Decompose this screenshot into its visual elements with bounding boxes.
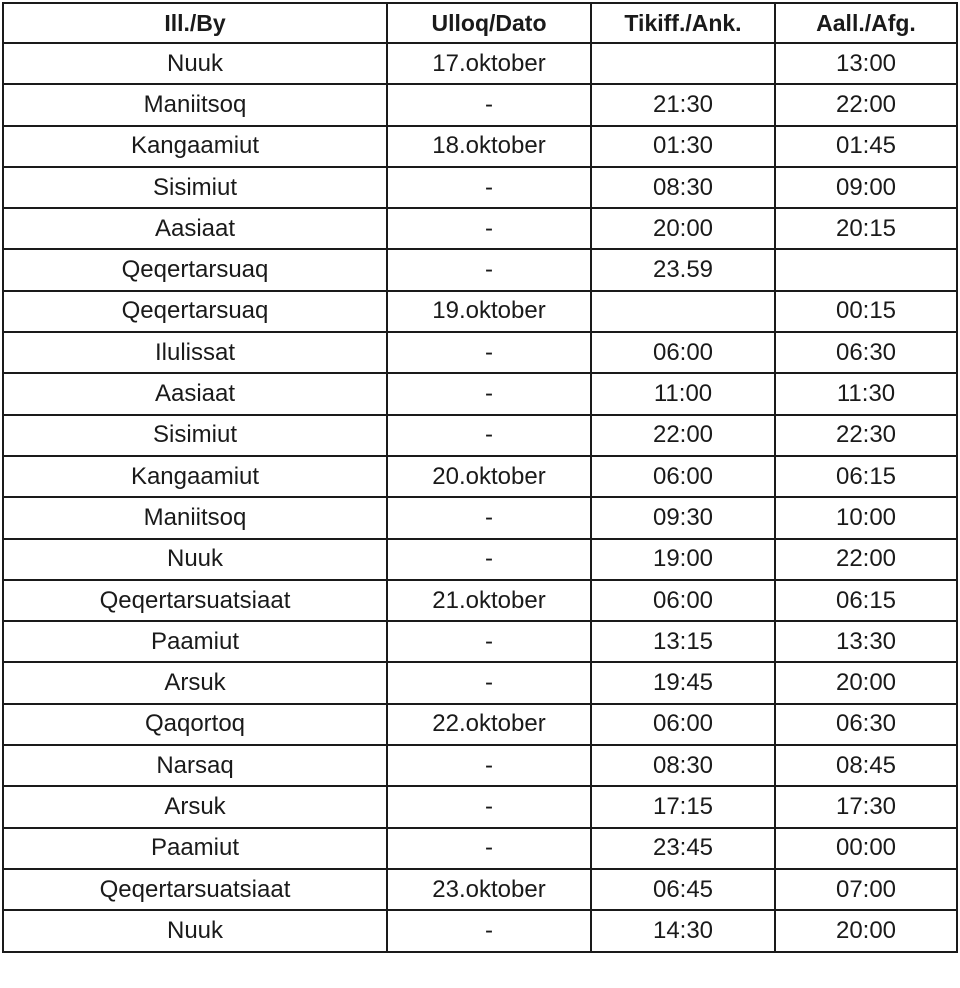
cell-arrival: 06:45 bbox=[591, 869, 775, 910]
cell-departure: 07:00 bbox=[775, 869, 957, 910]
cell-date: - bbox=[387, 910, 591, 951]
cell-arrival: 17:15 bbox=[591, 786, 775, 827]
cell-arrival: 06:00 bbox=[591, 332, 775, 373]
cell-departure: 22:30 bbox=[775, 415, 957, 456]
cell-departure: 06:15 bbox=[775, 580, 957, 621]
cell-departure: 09:00 bbox=[775, 167, 957, 208]
cell-date: 21.oktober bbox=[387, 580, 591, 621]
cell-arrival: 01:30 bbox=[591, 126, 775, 167]
cell-date: 23.oktober bbox=[387, 869, 591, 910]
cell-departure: 00:00 bbox=[775, 828, 957, 869]
cell-city: Sisimiut bbox=[3, 167, 387, 208]
table-row bbox=[3, 621, 957, 662]
cell-date: - bbox=[387, 373, 591, 414]
cell-departure: 13:00 bbox=[775, 43, 957, 84]
cell-city: Ilulissat bbox=[3, 332, 387, 373]
table-row bbox=[3, 84, 957, 125]
cell-date: - bbox=[387, 745, 591, 786]
cell-arrival: 06:00 bbox=[591, 456, 775, 497]
cell-city: Kangaamiut bbox=[3, 456, 387, 497]
cell-date: - bbox=[387, 167, 591, 208]
cell-arrival: 08:30 bbox=[591, 745, 775, 786]
cell-departure: 01:45 bbox=[775, 126, 957, 167]
cell-city: Nuuk bbox=[3, 43, 387, 84]
table-row bbox=[3, 539, 957, 580]
cell-city: Qaqortoq bbox=[3, 704, 387, 745]
cell-city: Sisimiut bbox=[3, 415, 387, 456]
cell-city: Qeqertarsuaq bbox=[3, 291, 387, 332]
cell-city: Qeqertarsuaq bbox=[3, 249, 387, 290]
cell-departure: 20:00 bbox=[775, 662, 957, 703]
cell-date: - bbox=[387, 332, 591, 373]
cell-arrival: 08:30 bbox=[591, 167, 775, 208]
cell-departure bbox=[775, 249, 957, 290]
cell-city: Aasiaat bbox=[3, 373, 387, 414]
cell-city: Paamiut bbox=[3, 828, 387, 869]
cell-arrival bbox=[591, 291, 775, 332]
table-row bbox=[3, 745, 957, 786]
table-row bbox=[3, 869, 957, 910]
header-date: Ulloq/Dato bbox=[387, 3, 591, 43]
table-row bbox=[3, 662, 957, 703]
cell-date: - bbox=[387, 621, 591, 662]
header-departure: Aall./Afg. bbox=[775, 3, 957, 43]
cell-date: - bbox=[387, 828, 591, 869]
cell-city: Kangaamiut bbox=[3, 126, 387, 167]
table-header bbox=[3, 3, 957, 43]
cell-city: Narsaq bbox=[3, 745, 387, 786]
cell-date: 19.oktober bbox=[387, 291, 591, 332]
cell-date: 18.oktober bbox=[387, 126, 591, 167]
cell-city: Arsuk bbox=[3, 786, 387, 827]
cell-departure: 20:00 bbox=[775, 910, 957, 951]
cell-departure: 17:30 bbox=[775, 786, 957, 827]
cell-arrival: 22:00 bbox=[591, 415, 775, 456]
cell-city: Paamiut bbox=[3, 621, 387, 662]
cell-date: - bbox=[387, 415, 591, 456]
cell-departure: 06:30 bbox=[775, 332, 957, 373]
cell-arrival: 11:00 bbox=[591, 373, 775, 414]
header-city: Ill./By bbox=[3, 3, 387, 43]
table-row bbox=[3, 167, 957, 208]
cell-arrival: 19:45 bbox=[591, 662, 775, 703]
cell-city: Aasiaat bbox=[3, 208, 387, 249]
cell-departure: 10:00 bbox=[775, 497, 957, 538]
cell-date: - bbox=[387, 786, 591, 827]
cell-departure: 00:15 bbox=[775, 291, 957, 332]
header-arrival: Tikiff./Ank. bbox=[591, 3, 775, 43]
cell-arrival: 20:00 bbox=[591, 208, 775, 249]
cell-departure: 20:15 bbox=[775, 208, 957, 249]
cell-arrival: 13:15 bbox=[591, 621, 775, 662]
table-body bbox=[3, 43, 957, 952]
header-row bbox=[3, 3, 957, 43]
cell-arrival: 06:00 bbox=[591, 580, 775, 621]
cell-arrival: 09:30 bbox=[591, 497, 775, 538]
cell-date: - bbox=[387, 208, 591, 249]
table-row bbox=[3, 704, 957, 745]
cell-arrival: 23:45 bbox=[591, 828, 775, 869]
table-row bbox=[3, 332, 957, 373]
cell-arrival bbox=[591, 43, 775, 84]
cell-departure: 06:30 bbox=[775, 704, 957, 745]
cell-date: - bbox=[387, 539, 591, 580]
cell-departure: 11:30 bbox=[775, 373, 957, 414]
cell-departure: 08:45 bbox=[775, 745, 957, 786]
cell-departure: 22:00 bbox=[775, 84, 957, 125]
table-row bbox=[3, 291, 957, 332]
cell-arrival: 23.59 bbox=[591, 249, 775, 290]
cell-date: 17.oktober bbox=[387, 43, 591, 84]
cell-city: Qeqertarsuatsiaat bbox=[3, 869, 387, 910]
cell-date: 22.oktober bbox=[387, 704, 591, 745]
cell-arrival: 21:30 bbox=[591, 84, 775, 125]
table-row bbox=[3, 373, 957, 414]
cell-arrival: 14:30 bbox=[591, 910, 775, 951]
cell-date: - bbox=[387, 662, 591, 703]
cell-city: Maniitsoq bbox=[3, 84, 387, 125]
table-row bbox=[3, 126, 957, 167]
table-row bbox=[3, 497, 957, 538]
cell-departure: 06:15 bbox=[775, 456, 957, 497]
cell-city: Nuuk bbox=[3, 539, 387, 580]
cell-city: Nuuk bbox=[3, 910, 387, 951]
cell-date: - bbox=[387, 249, 591, 290]
table-row bbox=[3, 208, 957, 249]
table-row bbox=[3, 828, 957, 869]
cell-city: Qeqertarsuatsiaat bbox=[3, 580, 387, 621]
cell-date: - bbox=[387, 84, 591, 125]
table-row bbox=[3, 456, 957, 497]
cell-date: 20.oktober bbox=[387, 456, 591, 497]
table-row bbox=[3, 249, 957, 290]
table-row bbox=[3, 910, 957, 951]
schedule-table bbox=[2, 2, 958, 953]
table-row bbox=[3, 43, 957, 84]
table-row bbox=[3, 580, 957, 621]
table-row bbox=[3, 415, 957, 456]
cell-departure: 22:00 bbox=[775, 539, 957, 580]
cell-city: Arsuk bbox=[3, 662, 387, 703]
table-row bbox=[3, 786, 957, 827]
cell-arrival: 19:00 bbox=[591, 539, 775, 580]
cell-departure: 13:30 bbox=[775, 621, 957, 662]
cell-date: - bbox=[387, 497, 591, 538]
cell-city: Maniitsoq bbox=[3, 497, 387, 538]
cell-arrival: 06:00 bbox=[591, 704, 775, 745]
